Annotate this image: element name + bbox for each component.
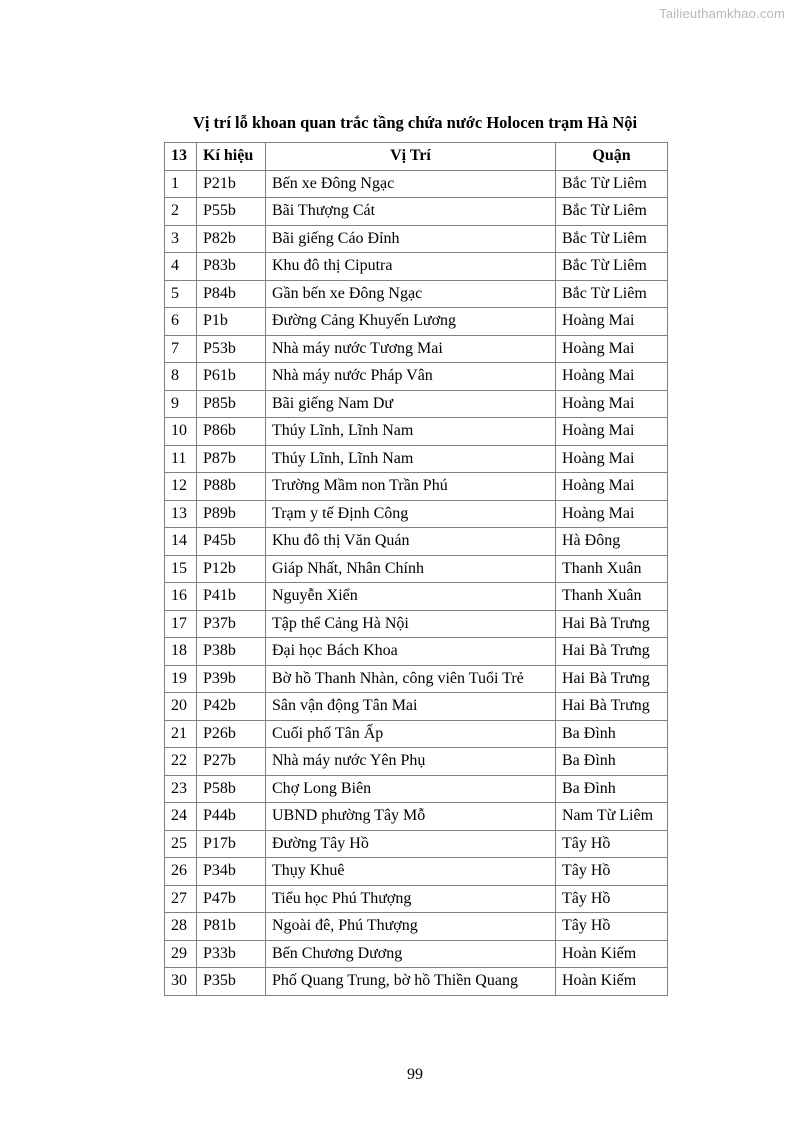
- cell-index: 19: [165, 665, 197, 693]
- table-row: [165, 363, 668, 391]
- cell-district: Thanh Xuân: [556, 583, 668, 611]
- cell-index: 16: [165, 583, 197, 611]
- cell-index: 13: [165, 500, 197, 528]
- cell-district: Hoàng Mai: [556, 473, 668, 501]
- cell-index: 3: [165, 225, 197, 253]
- cell-location: Bãi Thượng Cát: [266, 198, 556, 226]
- cell-location: Thúy Lĩnh, Lĩnh Nam: [266, 418, 556, 446]
- cell-index: 26: [165, 858, 197, 886]
- cell-location: Bãi giếng Cáo Đỉnh: [266, 225, 556, 253]
- cell-code: P47b: [197, 885, 266, 913]
- cell-district: Hai Bà Trưng: [556, 693, 668, 721]
- cell-district: Tây Hồ: [556, 885, 668, 913]
- cell-location: Sân vận động Tân Mai: [266, 693, 556, 721]
- cell-code: P53b: [197, 335, 266, 363]
- table-row: [165, 445, 668, 473]
- cell-index: 2: [165, 198, 197, 226]
- cell-code: P12b: [197, 555, 266, 583]
- cell-district: Ba Đình: [556, 775, 668, 803]
- cell-district: Bắc Từ Liêm: [556, 280, 668, 308]
- cell-index: 6: [165, 308, 197, 336]
- cell-location: Khu đô thị Ciputra: [266, 253, 556, 281]
- header-code: Kí hiệu: [197, 143, 266, 171]
- cell-location: Giáp Nhất, Nhân Chính: [266, 555, 556, 583]
- cell-location: Trường Mầm non Trần Phú: [266, 473, 556, 501]
- cell-location: Bến xe Đông Ngạc: [266, 170, 556, 198]
- cell-index: 21: [165, 720, 197, 748]
- cell-location: Đường Tây Hồ: [266, 830, 556, 858]
- cell-location: Nhà máy nước Pháp Vân: [266, 363, 556, 391]
- cell-district: Thanh Xuân: [556, 555, 668, 583]
- cell-code: P38b: [197, 638, 266, 666]
- table-row: [165, 665, 668, 693]
- cell-district: Ba Đình: [556, 720, 668, 748]
- cell-code: P82b: [197, 225, 266, 253]
- table-row: [165, 748, 668, 776]
- table-row: [165, 390, 668, 418]
- cell-location: Bãi giếng Nam Dư: [266, 390, 556, 418]
- cell-index: 23: [165, 775, 197, 803]
- table-row: [165, 885, 668, 913]
- cell-district: Hai Bà Trưng: [556, 665, 668, 693]
- cell-code: P55b: [197, 198, 266, 226]
- table-row: [165, 720, 668, 748]
- cell-district: Hà Đông: [556, 528, 668, 556]
- cell-district: Hoàn Kiếm: [556, 968, 668, 996]
- table-row: [165, 583, 668, 611]
- cell-index: 30: [165, 968, 197, 996]
- table-row: [165, 775, 668, 803]
- cell-district: Hoàn Kiếm: [556, 940, 668, 968]
- cell-code: P88b: [197, 473, 266, 501]
- cell-index: 29: [165, 940, 197, 968]
- cell-index: 15: [165, 555, 197, 583]
- cell-index: 10: [165, 418, 197, 446]
- cell-district: Hoàng Mai: [556, 500, 668, 528]
- cell-code: P35b: [197, 968, 266, 996]
- table-row: [165, 335, 668, 363]
- table-title: Vị trí lỗ khoan quan trắc tầng chứa nước Holocen trạm Hà Nội: [192, 113, 638, 132]
- cell-code: P34b: [197, 858, 266, 886]
- cell-index: 14: [165, 528, 197, 556]
- cell-code: P58b: [197, 775, 266, 803]
- borehole-table: [164, 142, 668, 996]
- cell-location: Nguyễn Xiển: [266, 583, 556, 611]
- header-location: Vị Trí: [266, 143, 556, 171]
- cell-district: Hoàng Mai: [556, 390, 668, 418]
- table-row: [165, 858, 668, 886]
- cell-district: Hoàng Mai: [556, 308, 668, 336]
- cell-index: 12: [165, 473, 197, 501]
- table-row: [165, 693, 668, 721]
- table-row: [165, 610, 668, 638]
- cell-index: 18: [165, 638, 197, 666]
- cell-district: Tây Hồ: [556, 830, 668, 858]
- table-row: [165, 473, 668, 501]
- cell-district: Hai Bà Trưng: [556, 610, 668, 638]
- watermark: Tailieuthamkhao.com: [659, 6, 785, 21]
- cell-location: Đường Cảng Khuyến Lương: [266, 308, 556, 336]
- cell-code: P39b: [197, 665, 266, 693]
- cell-index: 24: [165, 803, 197, 831]
- cell-code: P1b: [197, 308, 266, 336]
- cell-location: Chợ Long Biên: [266, 775, 556, 803]
- table-row: [165, 638, 668, 666]
- table-row: [165, 803, 668, 831]
- table-row: [165, 968, 668, 996]
- table-row: [165, 253, 668, 281]
- cell-index: 20: [165, 693, 197, 721]
- cell-code: P83b: [197, 253, 266, 281]
- table-row: [165, 830, 668, 858]
- cell-code: P89b: [197, 500, 266, 528]
- cell-district: Hoàng Mai: [556, 363, 668, 391]
- cell-code: P37b: [197, 610, 266, 638]
- cell-location: Khu đô thị Văn Quán: [266, 528, 556, 556]
- cell-district: Hoàng Mai: [556, 335, 668, 363]
- cell-index: 27: [165, 885, 197, 913]
- cell-code: P33b: [197, 940, 266, 968]
- cell-location: Cuối phố Tân Ấp: [266, 720, 556, 748]
- cell-location: Tiểu học Phú Thượng: [266, 885, 556, 913]
- cell-location: Trạm y tế Định Công: [266, 500, 556, 528]
- cell-district: Bắc Từ Liêm: [556, 253, 668, 281]
- cell-index: 25: [165, 830, 197, 858]
- table-body: [165, 170, 668, 995]
- cell-location: Thụy Khuê: [266, 858, 556, 886]
- cell-index: 11: [165, 445, 197, 473]
- cell-code: P87b: [197, 445, 266, 473]
- cell-code: P44b: [197, 803, 266, 831]
- page-number: 99: [407, 1066, 423, 1083]
- cell-index: 28: [165, 913, 197, 941]
- cell-index: 8: [165, 363, 197, 391]
- cell-index: 22: [165, 748, 197, 776]
- cell-code: P45b: [197, 528, 266, 556]
- cell-code: P81b: [197, 913, 266, 941]
- header-index: 13: [165, 143, 197, 171]
- cell-district: Hoàng Mai: [556, 445, 668, 473]
- cell-location: UBND phường Tây Mỗ: [266, 803, 556, 831]
- cell-index: 7: [165, 335, 197, 363]
- table-row: [165, 308, 668, 336]
- cell-location: Bờ hồ Thanh Nhàn, công viên Tuổi Trẻ: [266, 665, 556, 693]
- cell-code: P84b: [197, 280, 266, 308]
- cell-code: P21b: [197, 170, 266, 198]
- cell-location: Nhà máy nước Yên Phụ: [266, 748, 556, 776]
- table-row: [165, 555, 668, 583]
- cell-location: Bến Chương Dương: [266, 940, 556, 968]
- cell-district: Nam Từ Liêm: [556, 803, 668, 831]
- table-row: [165, 500, 668, 528]
- cell-code: P61b: [197, 363, 266, 391]
- cell-district: Ba Đình: [556, 748, 668, 776]
- cell-district: Bắc Từ Liêm: [556, 198, 668, 226]
- table-row: [165, 198, 668, 226]
- cell-index: 4: [165, 253, 197, 281]
- cell-code: P86b: [197, 418, 266, 446]
- table-row: [165, 170, 668, 198]
- table-row: [165, 280, 668, 308]
- cell-index: 5: [165, 280, 197, 308]
- table-row: [165, 528, 668, 556]
- cell-code: P17b: [197, 830, 266, 858]
- cell-index: 1: [165, 170, 197, 198]
- table-header-row: [165, 143, 668, 171]
- cell-district: Tây Hồ: [556, 858, 668, 886]
- cell-location: Thúy Lĩnh, Lĩnh Nam: [266, 445, 556, 473]
- cell-location: Phố Quang Trung, bờ hồ Thiền Quang: [266, 968, 556, 996]
- cell-district: Bắc Từ Liêm: [556, 170, 668, 198]
- table-row: [165, 225, 668, 253]
- cell-location: Nhà máy nước Tương Mai: [266, 335, 556, 363]
- cell-district: Hoàng Mai: [556, 418, 668, 446]
- cell-district: Bắc Từ Liêm: [556, 225, 668, 253]
- header-district: Quận: [556, 143, 668, 171]
- table-row: [165, 418, 668, 446]
- cell-index: 9: [165, 390, 197, 418]
- cell-code: P41b: [197, 583, 266, 611]
- cell-code: P85b: [197, 390, 266, 418]
- cell-location: Đại học Bách Khoa: [266, 638, 556, 666]
- table-row: [165, 940, 668, 968]
- cell-district: Hai Bà Trưng: [556, 638, 668, 666]
- cell-location: Ngoài đê, Phú Thượng: [266, 913, 556, 941]
- cell-code: P27b: [197, 748, 266, 776]
- cell-district: Tây Hồ: [556, 913, 668, 941]
- cell-location: Tập thể Cảng Hà Nội: [266, 610, 556, 638]
- cell-code: P26b: [197, 720, 266, 748]
- cell-location: Gần bến xe Đông Ngạc: [266, 280, 556, 308]
- table-row: [165, 913, 668, 941]
- cell-code: P42b: [197, 693, 266, 721]
- cell-index: 17: [165, 610, 197, 638]
